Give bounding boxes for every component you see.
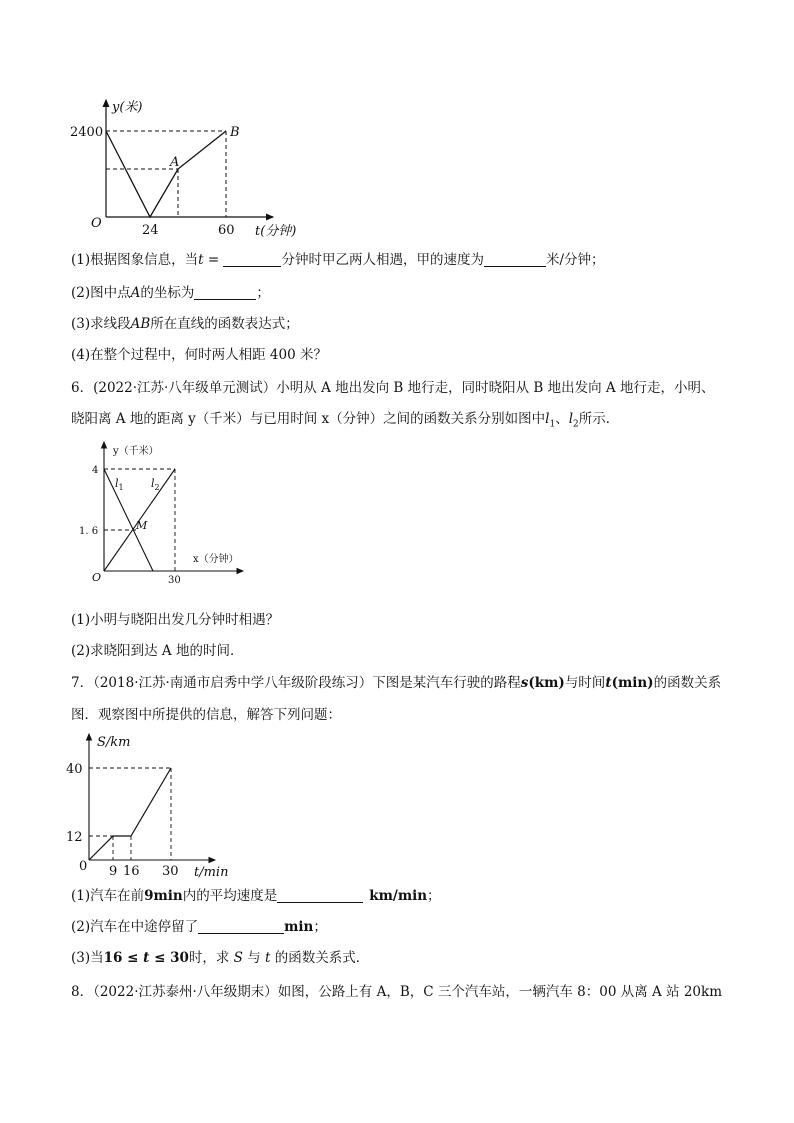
distance-polyline [89, 768, 171, 860]
q5-p2-answer-blank[interactable] [194, 285, 256, 300]
q5-p1-answer-blank-2[interactable] [484, 252, 546, 267]
q5-p1-text-b: = [203, 252, 224, 268]
label-l2: $l_2$ [151, 477, 160, 492]
q6-line2-l2: l [568, 411, 574, 427]
graph-distance-time-3 [66, 730, 245, 880]
q6-part2: (2)求晓阳到达 A 地的时间． [71, 643, 244, 659]
q7-p3-text-a: (3)当 [71, 950, 104, 966]
q6-stem-line2 [71, 409, 619, 435]
q7-line1-text-e: 的函数关系 [653, 675, 722, 691]
distance-polyline [106, 131, 226, 217]
origin-label: 0 [79, 859, 88, 874]
x-tick-30: 30 [162, 864, 179, 879]
q7-p3-ineq-b: ≤ 30 [149, 950, 189, 966]
q7-line1-t: t [605, 675, 612, 691]
x-tick-16: 16 [123, 864, 140, 879]
y-tick-40: 40 [66, 762, 83, 777]
q7-p2-unit: min [284, 919, 314, 935]
q7-line1-km: (km) [528, 675, 565, 691]
q5-p1-var: t [198, 252, 204, 268]
q7-p3-t2: t [265, 950, 271, 966]
q7-p2-text-c: ； [313, 919, 327, 935]
q7-p1-text-a: (1)汽车在前 [71, 888, 145, 904]
q7-p3-text-e: 与 [242, 950, 266, 966]
q5-p2-text-a: (2)图中点 [71, 285, 131, 301]
q6-line2-sep: 、 [555, 411, 569, 427]
origin-label: O [91, 216, 102, 231]
x-axis-label: x（分钟） [193, 554, 239, 565]
q7-part1 [71, 886, 441, 906]
y-axis-label: S/km [97, 735, 131, 750]
y-tick-12: 12 [66, 830, 83, 845]
q7-p3-text-d: 时，求 [188, 950, 234, 966]
q5-p2-text-b: 的坐标为 [140, 285, 195, 301]
q6-line2-text-a: 晓阳离 A 地的距离 y（千米）与已用时间 x（分钟）之间的函数关系分别如图中 [71, 411, 546, 427]
y-axis-label: y（千米） [113, 446, 159, 457]
q7-line1-s: s [520, 675, 529, 691]
x-tick-60: 60 [218, 223, 235, 238]
q5-part4: (4)在整个过程中，何时两人相距 400 米？ [71, 347, 327, 363]
q7-p3-t1: t [143, 950, 150, 966]
point-a-label: A [170, 155, 180, 170]
q7-p1-answer-blank[interactable] [277, 888, 363, 903]
q7-line1-text-a: 7．（2018·江苏·南通市启秀中学八年级阶段练习）下图是某汽车行驶的路程 [71, 675, 521, 691]
graph-distance-time-2 [75, 438, 255, 588]
q6-line2-sub2: 2 [573, 419, 579, 430]
q6-line2-l1: l [545, 411, 550, 427]
q5-p2-text-c: ； [256, 285, 270, 301]
q7-p2-answer-blank[interactable] [198, 919, 284, 934]
q5-part1 [71, 250, 605, 270]
q5-p1-answer-blank-1[interactable] [223, 252, 281, 267]
q7-p1-9min: 9min [144, 888, 183, 904]
y-tick-4: 4 [92, 465, 99, 476]
point-b-label: B [230, 125, 240, 140]
x-tick-30: 30 [168, 575, 181, 586]
label-l1: $l_1$ [115, 477, 124, 492]
q5-part3 [71, 314, 299, 334]
q5-part2 [71, 283, 270, 303]
q7-p1-text-e: ； [427, 888, 441, 904]
x-tick-24: 24 [142, 223, 159, 238]
q5-p3-text-a: (3)求线段 [71, 316, 131, 332]
y-tick-2400: 2400 [70, 125, 104, 140]
y-axis-label: y(米) [112, 100, 143, 115]
x-axis-label: t(分钟) [255, 224, 297, 239]
q7-part2 [71, 917, 327, 937]
x-axis-label: t/min [194, 865, 229, 880]
q5-p3-text-b: 所在直线的函数表达式； [150, 316, 299, 332]
q7-stem-line2: 图．观察图中所提供的信息，解答下列问题： [71, 707, 341, 723]
q7-p3-ineq-a: 16 ≤ [103, 950, 144, 966]
q6-part1: (1)小明与晓阳出发几分钟时相遇？ [71, 612, 280, 628]
origin-label: O [92, 571, 102, 584]
q5-p3-var: AB [130, 316, 151, 332]
q5-p1-text-d: 米/分钟； [545, 252, 605, 268]
q5-p2-var: A [130, 285, 141, 301]
q7-p2-text-a: (2)汽车在中途停留了 [71, 919, 199, 935]
q7-part3 [71, 948, 369, 968]
q7-line1-text-c: 与时间 [564, 675, 606, 691]
q6-line2-sub1: 1 [549, 419, 556, 430]
point-m-label: M [136, 519, 148, 532]
q7-p3-text-f: 的函数关系式． [270, 950, 370, 966]
q7-p1-text-c: 内的平均速度是 [182, 888, 278, 904]
q7-p3-s: S [233, 950, 243, 966]
q6-stem-line1: 6．(2022·江苏·八年级单元测试）小明从 A 地出发向 B 地行走，同时晓阳从 B 地出发向 A 地行走，小明、 [71, 380, 715, 396]
x-tick-9: 9 [109, 864, 118, 879]
q7-p1-unit: km/min [369, 888, 428, 904]
q5-p1-text-c: 分钟时甲乙两人相遇，甲的速度为 [281, 252, 484, 268]
graph-distance-time-1 [70, 95, 297, 245]
q7-stem-line1 [71, 673, 721, 693]
q5-p1-text-a: (1)根据图象信息，当 [71, 252, 199, 268]
q8-stem-line1: 8．（2022·江苏泰州·八年级期末）如图，公路上有 A，B，C 三个汽车站，一辆汽车 8：00 从离 A 站 20km [71, 984, 722, 1000]
y-tick-1-6: 1. 6 [79, 526, 99, 537]
q7-line1-min: (min) [611, 675, 654, 691]
q6-line2-text-b: 所示． [578, 411, 620, 427]
